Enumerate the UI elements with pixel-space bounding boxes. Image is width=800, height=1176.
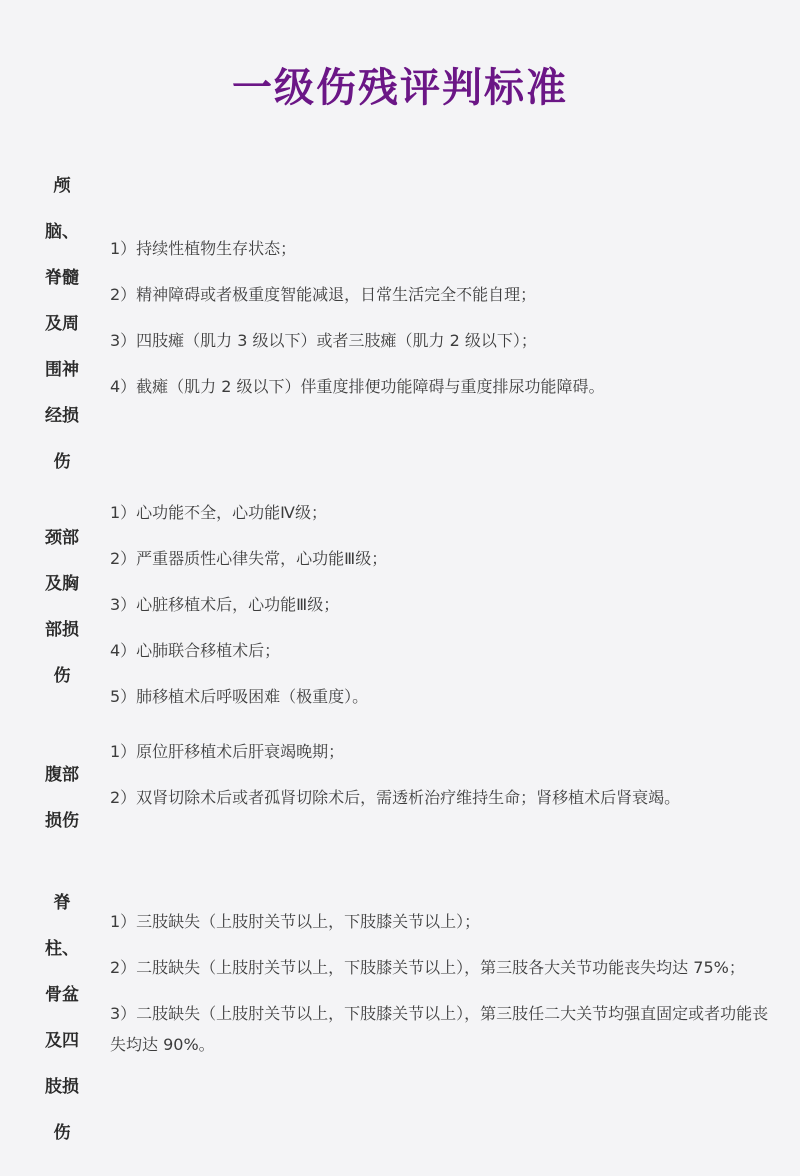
category-line: 腹部 [45,765,79,785]
criteria-item: 1）持续性植物生存状态； [110,239,297,258]
category-line: 经损 [45,406,79,426]
category-line: 及四 [45,1031,79,1051]
criteria-item: 3）二肢缺失（上肢肘关节以上，下肢膝关节以上），第三肢任二大关节均强直固定或者功能丧失均达 90%。 [110,1004,769,1054]
criteria-item: 3）心脏移植术后，心功能Ⅲ级； [110,595,340,614]
category-label [30,752,94,844]
category-line: 颅 [53,176,71,196]
category-label [30,880,94,1156]
category-line: 伤 [53,452,71,472]
category-line: 骨盆 [45,985,79,1005]
category-line: 柱、 [45,939,79,959]
criteria-item: 1）心功能不全，心功能Ⅳ级； [110,503,327,522]
criteria-list [110,233,770,417]
category-line: 部损 [45,620,79,640]
criteria-item: 5）肺移植术后呼吸困难（极重度）。 [110,687,369,706]
category-line: 肢损 [45,1077,79,1097]
criteria-item: 2）严重器质性心律失常，心功能Ⅲ级； [110,549,388,568]
category-label [30,163,94,485]
criteria-item: 2）双肾切除术后或者孤肾切除术后，需透析治疗维持生命；肾移植术后肾衰竭。 [110,788,681,807]
criteria-item: 4）截瘫（肌力 2 级以下）伴重度排便功能障碍与重度排尿功能障碍。 [110,377,605,396]
category-line: 及胸 [45,574,79,594]
criteria-item: 4）心肺联合移植术后； [110,641,281,660]
page-title: 一级伤残评判标准 [232,65,568,111]
criteria-item: 1）三肢缺失（上肢肘关节以上，下肢膝关节以上）； [110,912,481,931]
criteria-list [110,906,770,1075]
category-line: 围神 [45,360,79,380]
category-line: 脑、 [45,222,79,242]
criteria-item: 3）四肢瘫（肌力 3 级以下）或者三肢瘫（肌力 2 级以下）； [110,331,537,350]
criteria-list [110,497,770,727]
category-line: 脊髓 [45,268,79,288]
category-line: 颈部 [45,528,79,548]
criteria-item: 2）二肢缺失（上肢肘关节以上，下肢膝关节以上），第三肢各大关节功能丧失均达 75%； [110,958,745,977]
category-line: 损伤 [45,811,79,831]
category-line: 脊 [53,893,71,913]
category-line: 伤 [53,666,71,686]
criteria-item: 2）精神障碍或者极重度智能减退，日常生活完全不能自理； [110,285,537,304]
category-line: 伤 [53,1123,71,1143]
category-line: 及周 [45,314,79,334]
criteria-item: 1）原位肝移植术后肝衰竭晚期； [110,742,345,761]
category-label [30,515,94,699]
criteria-list [110,736,770,828]
